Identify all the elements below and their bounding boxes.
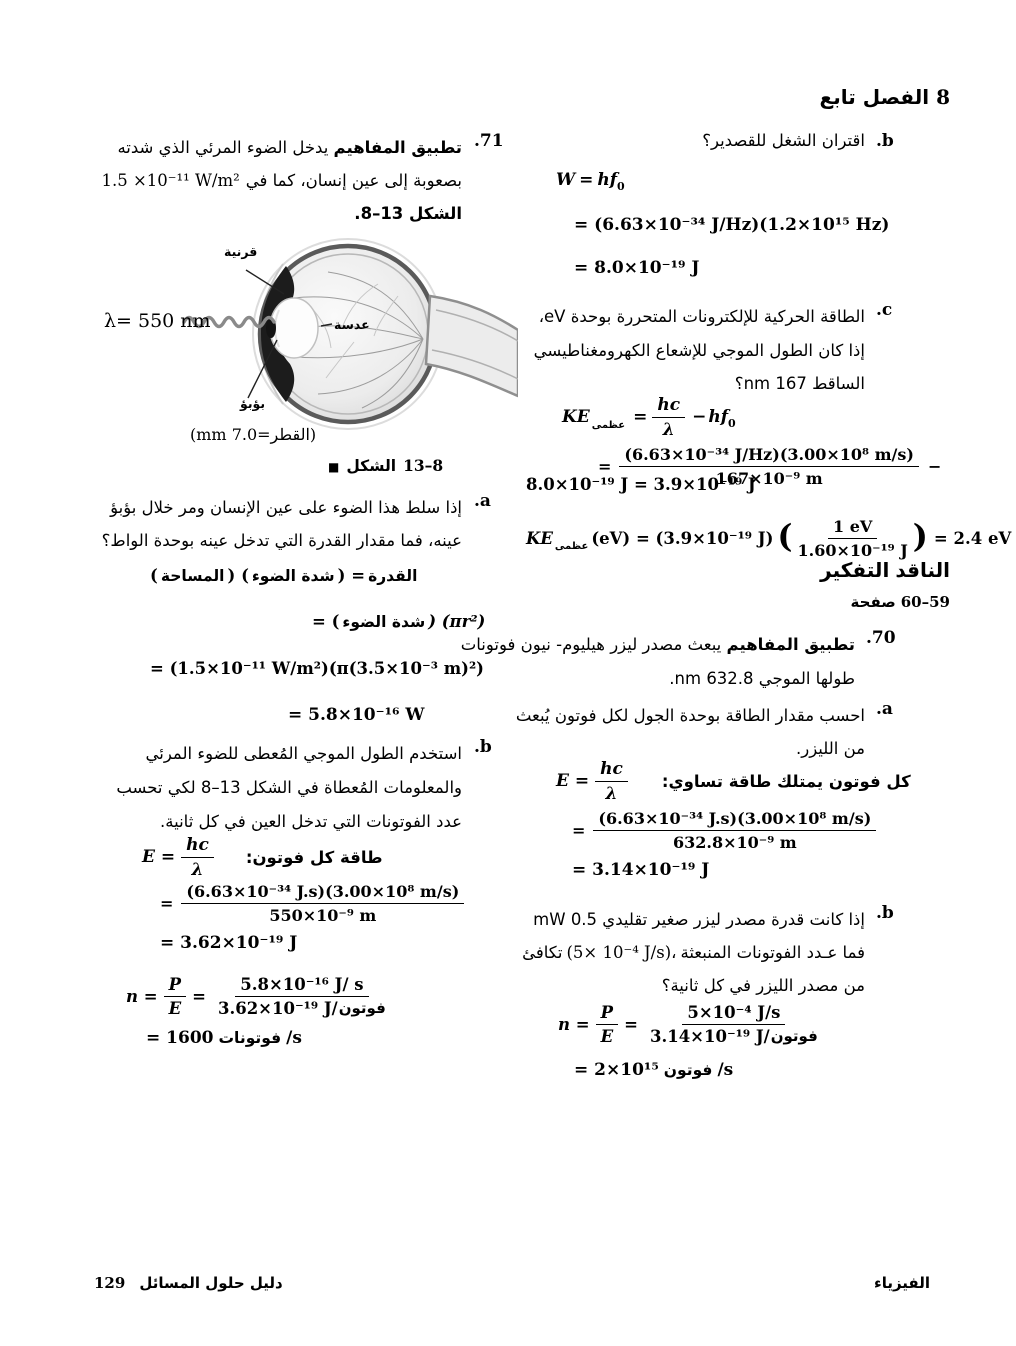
eq-photon-rate-70-result: = 2×10¹⁵ فوتون /s: [574, 1060, 734, 1080]
item-70b-question: [522, 903, 865, 1002]
equals: =: [579, 170, 594, 190]
sub-max: عظمى: [554, 540, 589, 552]
eq-photon-energy-70-sub: [572, 803, 876, 857]
equals: =: [160, 893, 174, 913]
eq-work-function: [556, 170, 625, 193]
item-71a-line-2: عينه، فما مقدار القدرة التي تدخل عينه بوحدة الواط؟: [101, 531, 462, 550]
item-c-line-1: الطاقة الحركية للإلكترونات المتحررة بوحدة eV،: [538, 307, 865, 326]
var-KE: KE: [526, 528, 553, 548]
frac-rate-71: 5.8×10⁻¹⁶ J/ s 3.62×10⁻¹⁹ J/ فوتون: [217, 974, 386, 1018]
item-c-question: [534, 300, 865, 401]
each-photon-energy-label: كل فوتون يمتلك طاقة تساوي:: [661, 771, 911, 791]
lens: [270, 298, 318, 358]
eq-power-line-3: = (1.5×10⁻¹¹ W/m²)(π(3.5×10⁻³ m)²): [150, 659, 484, 678]
big-paren-close: ): [912, 517, 928, 555]
concept-application-label: تطبيق المفاهيم: [333, 138, 462, 157]
eq-middle: (eV) = (3.9×10⁻¹⁹ J): [591, 528, 774, 548]
problem-70-line-2: طولها الموجي 632.8 nm.: [669, 669, 855, 688]
item-70b-line-1: إذا كانت قدرة مصدر ليزر صغير تقليدي 0.5 mW: [533, 910, 865, 929]
intensity-value: 1.5 ×10⁻¹¹ W/m²: [101, 171, 240, 190]
frac-e71: $\frac{\text{(6.63×10⁻³⁴ J.s)(3.00×10⁸ m/s)}}{\text{550×10⁻⁹ m}}$: [181, 882, 464, 925]
item-71b-line-2: والمعلومات المُعطاة في الشكل 13–8 لكي تحسب: [116, 778, 462, 797]
item-70a-line-1: احسب مقدار الطاقة بوحدة الجول لكل فوتون يُبعث: [515, 706, 865, 725]
problem-71-statement: [101, 131, 462, 230]
eye-diagram: [78, 236, 518, 451]
item-71b-line-3: عدد الفوتونات التي تدخل العين في كل ثانية.: [160, 812, 462, 831]
equals: =: [192, 986, 206, 1006]
equals: =: [598, 456, 612, 476]
var-hf: hf: [597, 170, 618, 190]
header-chapter-number: 8: [936, 85, 950, 109]
item-71b-marker: .b: [474, 737, 492, 757]
item-70a-question: [516, 699, 865, 765]
photons-word: فوتونات: [218, 1029, 282, 1047]
big-paren-open: (: [777, 517, 793, 555]
var-n: n =: [126, 986, 158, 1006]
header-word-2: الفصل: [862, 85, 930, 109]
photon-word: فوتون: [663, 1061, 713, 1079]
var-E: E =: [142, 847, 176, 867]
item-b-question: اقتران الشغل للقصدير؟: [702, 131, 865, 150]
eq-ke-line-1: [562, 394, 736, 440]
item-c-line-2: إذا كان الطول الموجي للإشعاع الكهرومغناطيسي: [533, 340, 865, 360]
item-71a-line-1: إذا سلط هذا الضوء على عين الإنسان ومر خلال بؤبؤ: [110, 498, 462, 517]
each-photon-energy-label: طاقة كل فوتون:: [245, 847, 383, 867]
eq-power-definition: ( المساحة ) ( شدة الضوء ) = القدرة: [150, 566, 418, 585]
heading-word-2: الناقد: [895, 558, 950, 582]
light-intensity-word: شدة الضوء: [342, 612, 426, 631]
eq-photon-rate-71-result: = 1600 فوتونات /s: [146, 1028, 302, 1048]
power-word: القدرة: [368, 566, 418, 585]
item-70a-marker: .a: [876, 699, 893, 719]
frac-rate-70: 5×10⁻⁴ J/s 3.14×10⁻¹⁹ J/ فوتون: [649, 1002, 818, 1046]
frac-hc-lambda: $\frac{hc}{\lambda}$: [652, 395, 685, 440]
lens-label: عدسة: [334, 317, 370, 332]
eq-power-line-2: = ( شدة الضوء ) (πr²): [312, 612, 486, 631]
caption-square-icon: ■: [328, 460, 340, 474]
item-70b-marker: .b: [876, 903, 894, 923]
critical-thinking-heading: [820, 558, 950, 582]
problem-71-line-3: الشكل 13–8.: [354, 204, 462, 223]
eq-photon-energy-70-result: = 3.14×10⁻¹⁹ J: [572, 860, 710, 880]
light-intensity-word: شدة الضوء: [251, 566, 335, 585]
chapter-header: [820, 85, 950, 109]
var-hf: hf: [708, 407, 729, 427]
frac-ev: $\frac{1 eV}{\text{1.60×10⁻¹⁹ J}}$: [797, 516, 908, 560]
item-71b-question: [116, 737, 462, 839]
heading-word-1: التفكير: [820, 558, 890, 582]
frac-ke: $\frac{\text{(6.63×10⁻³⁴ J/Hz)(3.00×10⁸ m/s)}}{\text{167×10⁻⁹ m}}$: [619, 445, 919, 488]
eq-photon-rate-71: [126, 968, 391, 1024]
pupil-label: بؤبؤ: [240, 396, 266, 411]
eq-photon-energy-71-result: = 3.62×10⁻¹⁹ J: [160, 933, 298, 953]
item-71a-marker: .a: [474, 491, 491, 511]
page-reference: [851, 593, 950, 611]
eq-power-result: = 5.8×10⁻¹⁶ W: [288, 705, 425, 725]
concept-application-label: تطبيق المفاهيم: [726, 635, 855, 654]
sub-0: 0: [728, 416, 736, 430]
eq-photon-energy-71: [142, 834, 383, 880]
footer-left: [94, 1274, 283, 1292]
pupil-diameter-label: (القطر=7.0 mm): [190, 425, 317, 444]
header-word-1: تابع: [819, 85, 856, 109]
minus: −: [927, 456, 942, 476]
eq-result: = 2.4 eV: [933, 528, 1012, 548]
item-b-marker: .b: [876, 131, 894, 151]
page-numbers: 60–59: [900, 593, 950, 611]
var-W: W: [556, 170, 576, 190]
item-70-marker: .70: [866, 628, 896, 648]
figure-caption: [328, 456, 443, 475]
eq-ke-continuation: 8.0×10⁻¹⁹ J = 3.9×10⁻¹⁹ J: [526, 475, 756, 494]
photon-word: فوتون: [338, 999, 386, 1017]
frac-P-E: $\frac{P}{E}$: [596, 1003, 619, 1046]
eq-ke-ev: [526, 512, 1011, 564]
item-70b-line-3: من مصدر الليزر في كل ثانية؟: [661, 976, 865, 995]
item-71b-line-1: استخدم الطول الموجي المُعطى للضوء المرئي: [145, 744, 462, 763]
item-71-marker: .71: [474, 131, 504, 151]
solutions-manual-label: دليل حلول المسائل: [139, 1274, 283, 1292]
problem-71-line-2: 1.5 ×10⁻¹¹ W/m² بصعوبة إلى عين إنسان، كما في: [101, 164, 462, 197]
sub-max: عظمى: [591, 419, 626, 431]
eq-work-result: = 8.0×10⁻¹⁹ J: [574, 258, 700, 278]
problem-70-line-1: تطبيق المفاهيم يبعث مصدر ليزر هيليوم- نيون فوتونات: [460, 635, 855, 654]
var-KE: KE: [562, 407, 590, 427]
sub-0: 0: [617, 179, 625, 193]
page-number: 129: [94, 1274, 126, 1292]
problem-70-statement: [461, 628, 855, 696]
var-n: n =: [558, 1014, 590, 1034]
equals: =: [624, 1014, 638, 1034]
item-c-marker: .c: [876, 300, 893, 320]
frac-hc-lambda: $\frac{hc}{\lambda}$: [595, 759, 628, 804]
caption-figure-word: الشكل: [346, 457, 397, 475]
eq-photon-energy-70: [556, 758, 911, 804]
minus: −: [692, 407, 707, 427]
item-71a-question: [102, 491, 462, 557]
equals: =: [633, 407, 648, 427]
eq-photon-energy-71-sub: [160, 876, 464, 930]
area-word: المساحة: [160, 566, 225, 585]
eq-photon-rate-70: [558, 996, 823, 1052]
photon-word: فوتون: [770, 1027, 818, 1045]
item-70b-line-2: تكافئ (5× 10⁻⁴ J/s)، فما عـدد الفوتونات المنبعثة: [522, 943, 865, 962]
problem-71-line-1: تطبيق المفاهيم يدخل الضوء المرئي الذي شدته: [117, 138, 462, 157]
page-word: صفحة: [850, 593, 896, 611]
physics-label: الفيزياء: [874, 1274, 930, 1292]
item-70a-line-2: من الليزر.: [795, 739, 865, 758]
frac-e70: $\frac{\text{(6.63×10⁻³⁴ J.s)(3.00×10⁸ m/s)}}{\text{632.8×10⁻⁹ m}}$: [593, 809, 876, 852]
frac-hc-lambda: $\frac{hc}{\lambda}$: [181, 835, 214, 880]
wavelength-label: λ= 550 nm: [104, 310, 211, 332]
frac-P-E: $\frac{P}{E}$: [164, 975, 187, 1018]
var-E: E =: [556, 771, 590, 791]
equals: =: [572, 820, 586, 840]
cornea-label: قرنية: [224, 244, 258, 259]
item-c-line-3: الساقط 167 nm؟: [734, 374, 865, 393]
eq-work-sub: = (6.63×10⁻³⁴ J/Hz)(1.2×10¹⁵ Hz): [574, 215, 890, 235]
caption-figure-number: 13–8: [403, 456, 444, 475]
